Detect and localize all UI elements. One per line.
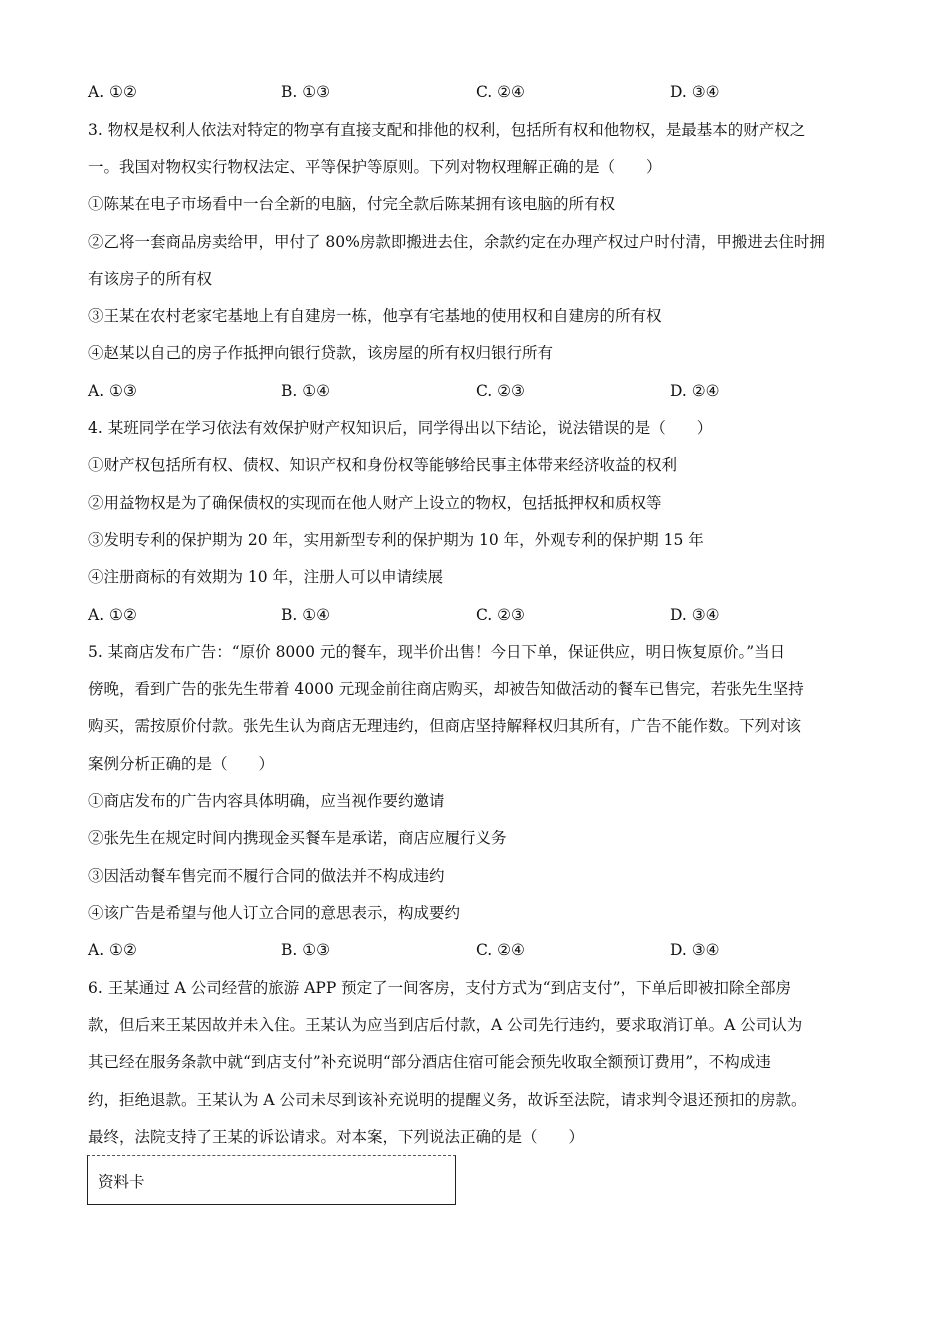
q3-statement-2-cont: 有该房子的所有权: [88, 270, 213, 288]
q4-stem: 4. 某班同学在学习依法有效保护财产权知识后，同学得出以下结论，说法错误的是（ ）: [88, 419, 713, 437]
q6-stem-line-4: 约，拒绝退款。王某认为 A 公司未尽到该补充说明的提醒义务，故诉至法院，请求判令退还预扣的房款。: [88, 1091, 807, 1109]
q5-option-b: B. ①③: [281, 941, 331, 959]
q2-options: [88, 82, 868, 102]
q4-option-a: A. ①②: [88, 606, 137, 624]
q3-statement-1: ①陈某在电子市场看中一台全新的电脑，付完全款后陈某拥有该电脑的所有权: [88, 195, 616, 213]
q3-option-d: D. ②④: [670, 382, 720, 400]
q4-option-c: C. ②③: [476, 606, 525, 624]
q4-option-d: D. ③④: [670, 606, 720, 624]
q5-stem-line-1: 5. 某商店发布广告：“原价 8000 元的餐车，现半价出售！今日下单，保证供应，明日恢复原价。”当日: [88, 643, 786, 661]
q6-stem-line-5: 最终，法院支持了王某的诉讼请求。对本案，下列说法正确的是（ ）: [88, 1128, 585, 1146]
q3-options: [88, 381, 868, 401]
q4-options: [88, 605, 868, 625]
q5-options: [88, 940, 868, 960]
q5-option-c: C. ②④: [476, 941, 525, 959]
q3-option-c: C. ②③: [476, 382, 525, 400]
q3-statement-4: ④赵某以自己的房子作抵押向银行贷款，该房屋的所有权归银行所有: [88, 344, 554, 362]
q5-stem-line-4: 案例分析正确的是（ ）: [88, 755, 275, 773]
q5-option-a: A. ①②: [88, 941, 137, 959]
q3-option-b: B. ①④: [281, 382, 331, 400]
q2-option-d: D. ③④: [670, 83, 720, 101]
info-card: [87, 1155, 456, 1205]
q3-statement-3: ③王某在农村老家宅基地上有自建房一栋，他享有宅基地的使用权和自建房的所有权: [88, 307, 662, 325]
q5-stem-line-3: 购买，需按原价付款。张先生认为商店无理违约，但商店坚持解释权归其所有，广告不能作数。下列对该: [88, 717, 802, 735]
q3-statement-2: ②乙将一套商品房卖给甲，甲付了 80%房款即搬进去住，余款约定在办理产权过户时付清，甲搬进去住时拥: [88, 233, 825, 251]
q6-stem-line-2: 款，但后来王某因故并未入住。王某认为应当到店后付款，A 公司先行违约，要求取消订单。A 公司认为: [88, 1016, 803, 1034]
q5-statement-4: ④该广告是希望与他人订立合同的意思表示，构成要约: [88, 904, 461, 922]
q4-statement-1: ①财产权包括所有权、债权、知识产权和身份权等能够给民事主体带来经济收益的权利: [88, 456, 678, 474]
q5-option-d: D. ③④: [670, 941, 720, 959]
q5-stem-line-2: 傍晚，看到广告的张先生带着 4000 元现金前往商店购买，却被告知做活动的餐车已售完，若张先生坚持: [88, 680, 804, 698]
q2-option-c: C. ②④: [476, 83, 525, 101]
q4-statement-4: ④注册商标的有效期为 10 年，注册人可以申请续展: [88, 568, 444, 586]
q6-stem-line-3: 其已经在服务条款中就“到店支付”补充说明“部分酒店住宿可能会预先收取全额预订费用”，不构成违: [88, 1053, 771, 1071]
q5-statement-1: ①商店发布的广告内容具体明确，应当视作要约邀请: [88, 792, 445, 810]
info-card-label: 资料卡: [98, 1173, 145, 1191]
q5-statement-2: ②张先生在规定时间内携现金买餐车是承诺，商店应履行义务: [88, 829, 507, 847]
q3-stem-line-2: 一。我国对物权实行物权法定、平等保护等原则。下列对物权理解正确的是（ ）: [88, 158, 662, 176]
q3-stem-line-1: 3. 物权是权利人依法对特定的物享有直接支配和排他的权利，包括所有权和他物权，是最基本的财产权之: [88, 121, 806, 139]
q5-statement-3: ③因活动餐车售完而不履行合同的做法并不构成违约: [88, 867, 445, 885]
q4-option-b: B. ①④: [281, 606, 331, 624]
q2-option-a: A. ①②: [88, 83, 137, 101]
q4-statement-2: ②用益物权是为了确保债权的实现而在他人财产上设立的物权，包括抵押权和质权等: [88, 494, 662, 512]
q6-stem-line-1: 6. 王某通过 A 公司经营的旅游 APP 预定了一间客房，支付方式为“到店支付”，下单后即被扣除全部房: [88, 979, 792, 997]
q3-option-a: A. ①③: [88, 382, 137, 400]
q4-statement-3: ③发明专利的保护期为 20 年，实用新型专利的保护期为 10 年，外观专利的保护期 15 年: [88, 531, 704, 549]
q2-option-b: B. ①③: [281, 83, 331, 101]
